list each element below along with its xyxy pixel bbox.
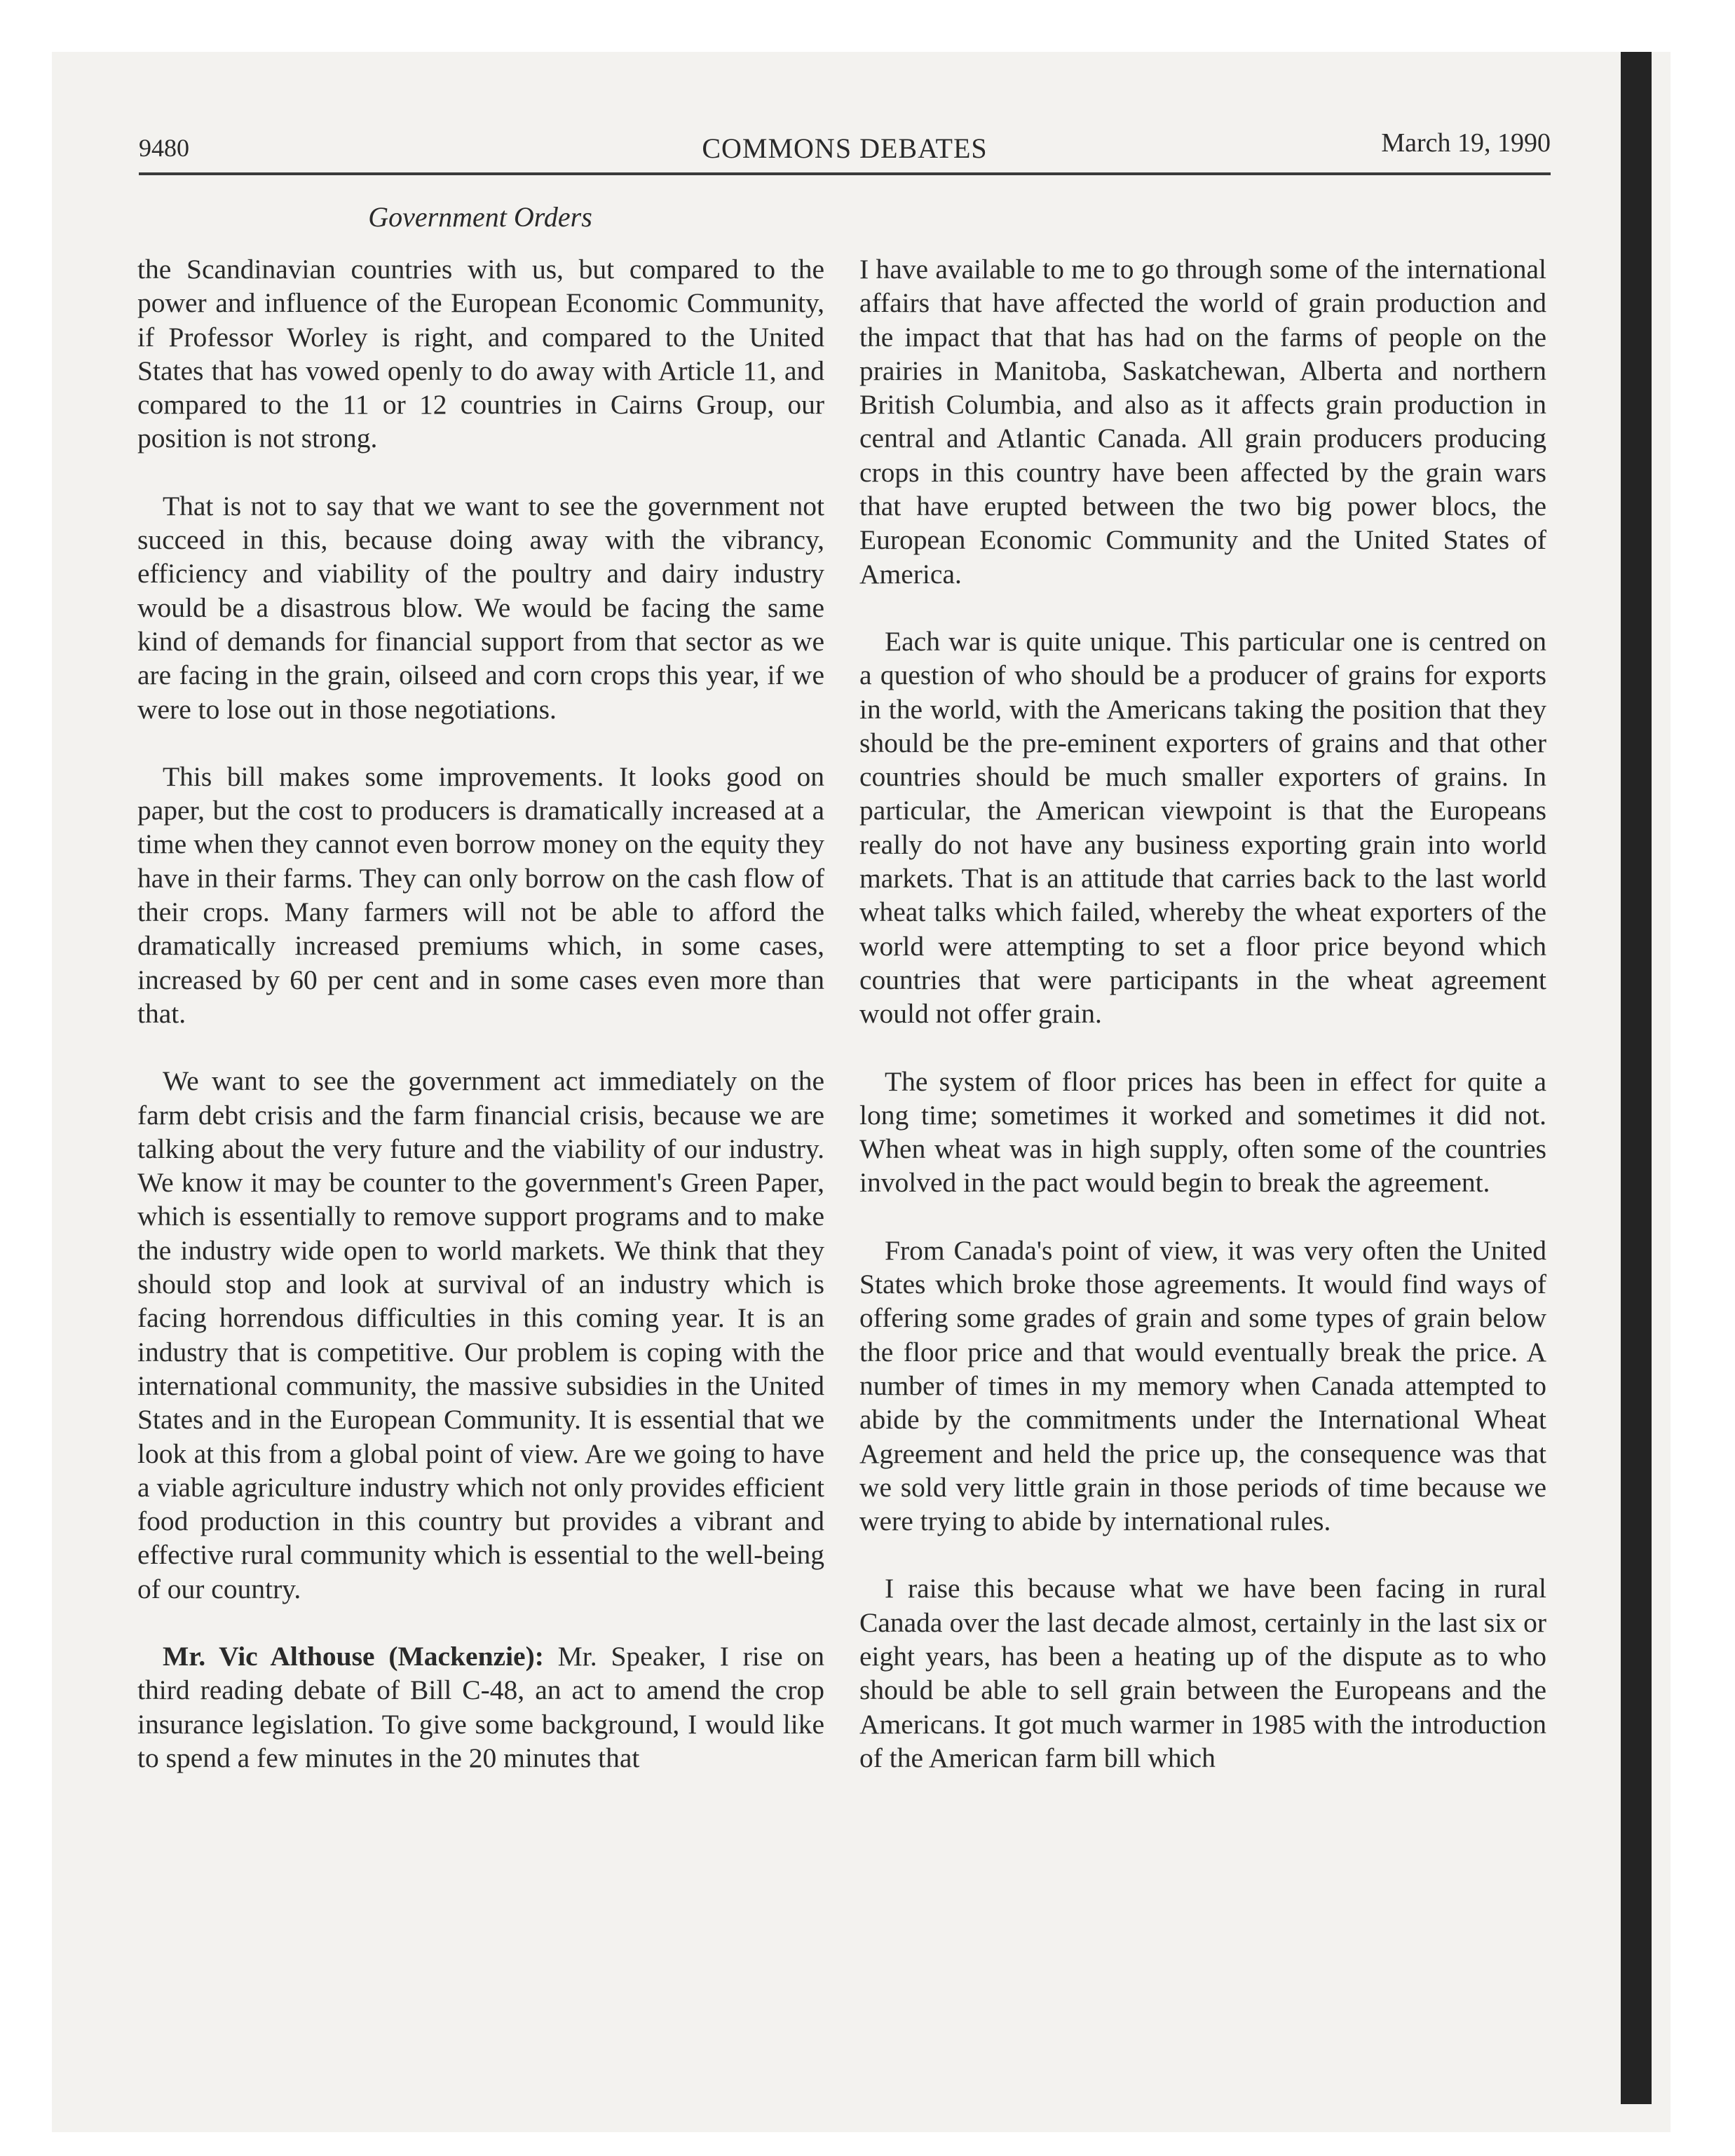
- section-title: Government Orders: [368, 201, 592, 233]
- binding-shadow: [1621, 52, 1652, 2104]
- running-header: [139, 123, 1551, 175]
- issue-date: March 19, 1990: [1381, 128, 1551, 158]
- page-number: 9480: [139, 134, 189, 162]
- paragraph: Each war is quite unique. This particular one is centred on a question of who should be a producer of grains for exports in the world, with the Americans taking the position that they should be the pre-eminent exporters of grains and that other countries should be much smaller exporters of grains. In particular, the American viewpoint is that the Europeans really do not have any business exporting grain into world markets. That is an attitude that carries back to the last world wheat talks which failed, whereby the wheat exporters of the world were attempting to set a floor price beyond which countries that were participants in the wheat agreement would not offer grain.: [859, 625, 1546, 1030]
- publication-title: COMMONS DEBATES: [702, 132, 988, 164]
- paragraph: This bill makes some improvements. It looks good on paper, but the cost to producers is dramatically increased at a time when they cannot even borrow money on the equity they have in their farms. They can only borrow on the cash flow of their crops. Many farmers will not be able to afford the dramatically increased premiums which, in some cases, increased by 60 per cent and in some cases even more than that.: [137, 760, 824, 1029]
- paragraph: I have available to me to go through some of the international affairs that have affected the world of grain production and the impact that that has had on the farms of people on the prairies in Manitoba, Saskatchewan, Alberta and northern British Columbia, and also as it affects grain production in central and Atlantic Canada. All grain producers producing crops in this country have been affected by the grain wars that have erupted between the two big power blocs, the European Economic Community and the United States of America.: [859, 254, 1546, 589]
- speech-paragraph: [137, 1639, 824, 1775]
- paragraph: We want to see the government act immediately on the farm debt crisis and the farm financial crisis, because we are talking about the very future and the viability of our industry. We know it may be counter to the government's Green Paper, which is essentially to remove support programs and to make the industry wide open to world markets. We think that they should stop and look at survival of an industry which is facing horrendous difficulties in this coming year. It is an industry that is competitive. Our problem is coping with the international community, the massive subsidies in the United States and in the European Community. It is essential that we look at this from a global point of view. Are we going to have a viable agriculture industry which not only provides efficient food production in this country but provides a vibrant and effective rural community which is essential to the well-being of our country.: [137, 1065, 824, 1604]
- left-column: [137, 252, 824, 1808]
- speech-text: Mr. Speaker, I rise on third reading debate of Bill C-48, an act to amend the crop insurance legislation. To give some background, I would like to spend a few minutes in the 20 minutes that: [137, 1640, 825, 1773]
- speaker-name: Mr. Vic Althouse (Mackenzie):: [163, 1640, 544, 1672]
- paragraph: I raise this because what we have been facing in rural Canada over the last decade almost, certainly in the last six or eight years, has been a heating up of the dispute as to who should be able to sell grain between the Europeans and the Americans. It got much warmer in 1985 with the introduction of the American farm bill which: [859, 1573, 1546, 1773]
- paragraph: The system of floor prices has been in effect for quite a long time; sometimes it worked and sometimes it did not. When wheat was in high supply, often some of the countries involved in the pact would begin to break the agreement.: [859, 1065, 1546, 1199]
- paragraph: That is not to say that we want to see the government not succeed in this, because doing away with the vibrancy, efficiency and viability of the poultry and dairy industry would be a disastrous blow. We would be facing the same kind of demands for financial support from that sector as we are facing in the grain, oilseed and corn crops this year, if we were to lose out in those negotiations.: [137, 490, 824, 725]
- paragraph: From Canada's point of view, it was very often the United States which broke those agreements. It would find ways of offering some grades of grain and some types of grain below the floor price and that would eventually break the price. A number of times in my memory when Canada attempted to abide by the commitments under the International Wheat Agreement and held the price up, the consequence was that we sold very little grain in those periods of time because we were trying to abide by international rules.: [859, 1234, 1546, 1537]
- paragraph: the Scandinavian countries with us, but compared to the power and influence of the European Economic Community, if Professor Worley is right, and compared to the United States that has vowed openly to do away with Article 11, and compared to the 11 or 12 countries in Cairns Group, our position is not strong.: [137, 254, 824, 454]
- right-column: [859, 252, 1546, 1808]
